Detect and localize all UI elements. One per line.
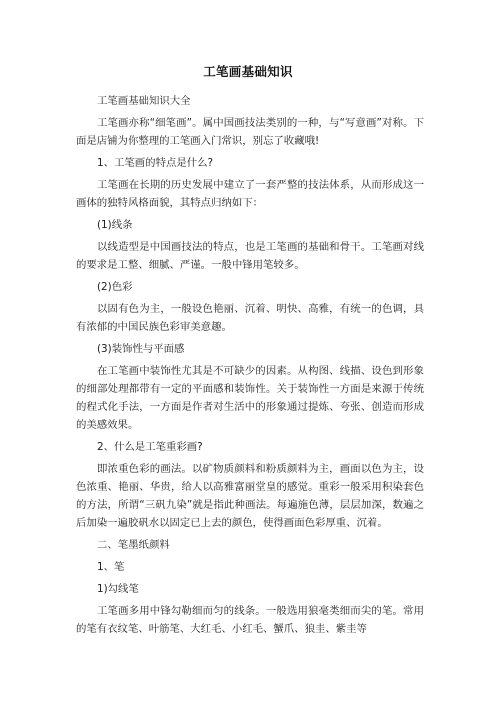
section-heading: 二、笔墨纸颜料: [97, 539, 170, 551]
subsection-heading: 1、笔: [97, 561, 125, 573]
subsection-heading: (1)线条: [97, 219, 133, 231]
paragraph: 在工笔画中装饰性尤其是不可缺少的因素。从构图、线描、设色到形象的细部处理都带有一定的平面感和装饰性。关于装饰性一方面是来源于传统的程式化手法，一方面是作者对生活中的形象通过提炼、夸张、创造而形成的美感效果。: [76, 365, 424, 431]
document-body: [76, 92, 424, 642]
paragraph: 工笔画多用中锋勾勒细而匀的线条。一般选用狼毫类细而尖的笔。常用的笔有衣纹笔、叶筋笔、大红毛、小红毛、蟹爪、狼圭、紫圭等: [76, 605, 424, 635]
paragraph: 以固有色为主，一般设色艳丽、沉着、明快、高雅，有统一的色调，具有浓郁的中国民族色彩审美意趣。: [76, 303, 424, 333]
subsection-heading: 1)勾线笔: [97, 583, 139, 595]
paragraph: 即浓重色彩的画法。以矿物质颜料和粉质颜料为主，画面以色为主，设色浓重、艳丽、华贵，给人以高雅富丽堂皇的感觉。重彩一般采用积染套色的方法，所谓“三矾九染”就是指此种画法。每遍施色薄，层层加深，数遍之后加染一遍胶矾水以固定已上去的颜色，使得画面色彩厚重、沉着。: [76, 463, 424, 529]
paragraph: 工笔画基础知识大全: [97, 95, 191, 107]
paragraph: 以线造型是中国画技法的特点，也是工笔画的基础和骨干。工笔画对线的要求是工整、细腻、严谨。一般中锋用笔较多。: [76, 241, 424, 271]
section-heading: 2、什么是工笔重彩画?: [97, 441, 203, 453]
paragraph: 工笔画亦称“细笔画”。属中国画技法类别的一种，与“写意画”对称。下面是店铺为你整理的工笔画入门常识，别忘了收藏哦!: [76, 117, 424, 147]
subsection-heading: (2)色彩: [97, 281, 133, 293]
subsection-heading: (3)装饰性与平面感: [97, 343, 185, 355]
paragraph: 工笔画在长期的历史发展中建立了一套严整的技法体系，从而形成这一画体的独特风格面貌，其特点归纳如下：: [76, 179, 424, 209]
section-heading: 1、工笔画的特点是什么?: [97, 157, 214, 169]
document-title: 工笔画基础知识: [203, 64, 293, 79]
